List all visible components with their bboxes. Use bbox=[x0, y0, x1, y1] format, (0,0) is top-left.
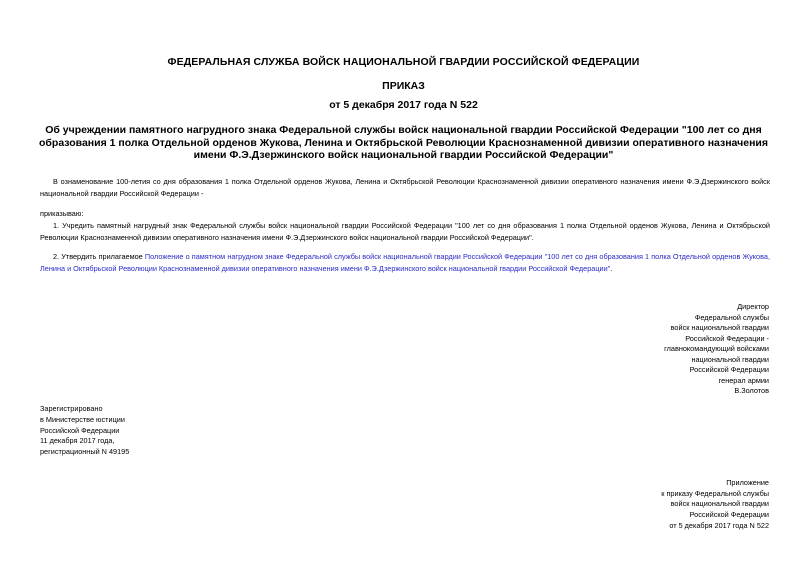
order-word-text: приказываю: bbox=[40, 209, 84, 218]
signature-line: Российской Федерации bbox=[689, 365, 769, 374]
signer-name: В.Золотов bbox=[734, 386, 769, 395]
organization-heading: ФЕДЕРАЛЬНАЯ СЛУЖБА ВОЙСК НАЦИОНАЛЬНОЙ ГВАРДИИ РОССИЙСКОЙ ФЕДЕРАЦИИ bbox=[167, 56, 640, 68]
item-2-suffix: . bbox=[610, 263, 613, 273]
appendix-line: от 5 декабря 2017 года N 522 bbox=[669, 520, 769, 530]
appendix-line: к приказу Федеральной службы bbox=[661, 488, 769, 498]
appendix-line: Приложение bbox=[726, 478, 769, 487]
registration-number: регистрационный N 49195 bbox=[40, 447, 130, 457]
document-type-heading: ПРИКАЗ bbox=[382, 80, 425, 92]
preamble-text: В ознаменование 100-летия со дня образования 1 полка Отдельной орденов Жукова, Ленина и Октябрьской Революции Краснознаменной дивизии оперативного назначения имени Ф.Э.Дзержинского войск национальной гвардии Российской Федерации - bbox=[40, 177, 770, 198]
registration-line: в Министерстве юстиции bbox=[40, 414, 125, 424]
signature-line: Российской Федерации - bbox=[685, 333, 769, 343]
item-1-paragraph bbox=[40, 220, 770, 243]
document-date-number: от 5 декабря 2017 года N 522 bbox=[329, 99, 478, 111]
signature-block bbox=[569, 302, 769, 397]
registration-block bbox=[40, 404, 129, 458]
item-2-prefix: 2. Утвердить прилагаемое bbox=[53, 252, 143, 261]
appendix-line: Российской Федерации bbox=[689, 510, 769, 520]
item-1-text: 1. Учредить памятный нагрудный знак Федеральной службы войск национальной гвардии Российской Федерации "100 лет со дня образования 1 полка Отдельной орденов Жукова, Ленина и Октябрьской Революции Краснознаменной дивизии оперативного назначения имени Ф.Э.Дзержинского войск национальной гвардии Российской Федерации". bbox=[40, 221, 770, 242]
signature-line: Федеральной службы bbox=[694, 312, 769, 322]
preamble-paragraph bbox=[40, 176, 770, 199]
signature-line: национальной гвардии bbox=[691, 354, 769, 364]
document-title: Об учреждении памятного нагрудного знака Федеральной службы войск национальной гвардии Российской Федерации "100 лет со дня образования 1 полка Отдельной орденов Жукова, Ленина и Октябрьской Революции Краснознаменной дивизии оперативного назначения имени Ф.Э.Дзержинского войск национальной гвардии Российской Федерации" bbox=[39, 124, 768, 161]
appendix-line: войск национальной гвардии bbox=[670, 499, 769, 509]
registration-line: 11 декабря 2017 года, bbox=[40, 436, 115, 446]
regulation-link[interactable]: Положение о памятном нагрудном знаке Федеральной службы войск национальной гвардии Российской Федерации "100 лет со дня образования 1 полка Отдельной орденов Жукова, Ленина и Октябрьской Революции Краснознаменной дивизии оперативного назначения имени Ф.Э.Дзержинского войск национальной гвардии Российской Федерации" bbox=[40, 252, 770, 273]
signature-line: Директор bbox=[737, 302, 769, 311]
signature-line: войск национальной гвардии bbox=[670, 323, 769, 332]
registration-line: Зарегистрировано bbox=[40, 404, 103, 413]
item-2-paragraph bbox=[40, 251, 770, 274]
registration-line: Российской Федерации bbox=[40, 425, 120, 435]
appendix-block bbox=[569, 478, 769, 532]
signature-line: главнокомандующий войсками bbox=[664, 344, 769, 353]
signature-line: генерал армии bbox=[718, 375, 769, 385]
order-word bbox=[40, 208, 770, 220]
